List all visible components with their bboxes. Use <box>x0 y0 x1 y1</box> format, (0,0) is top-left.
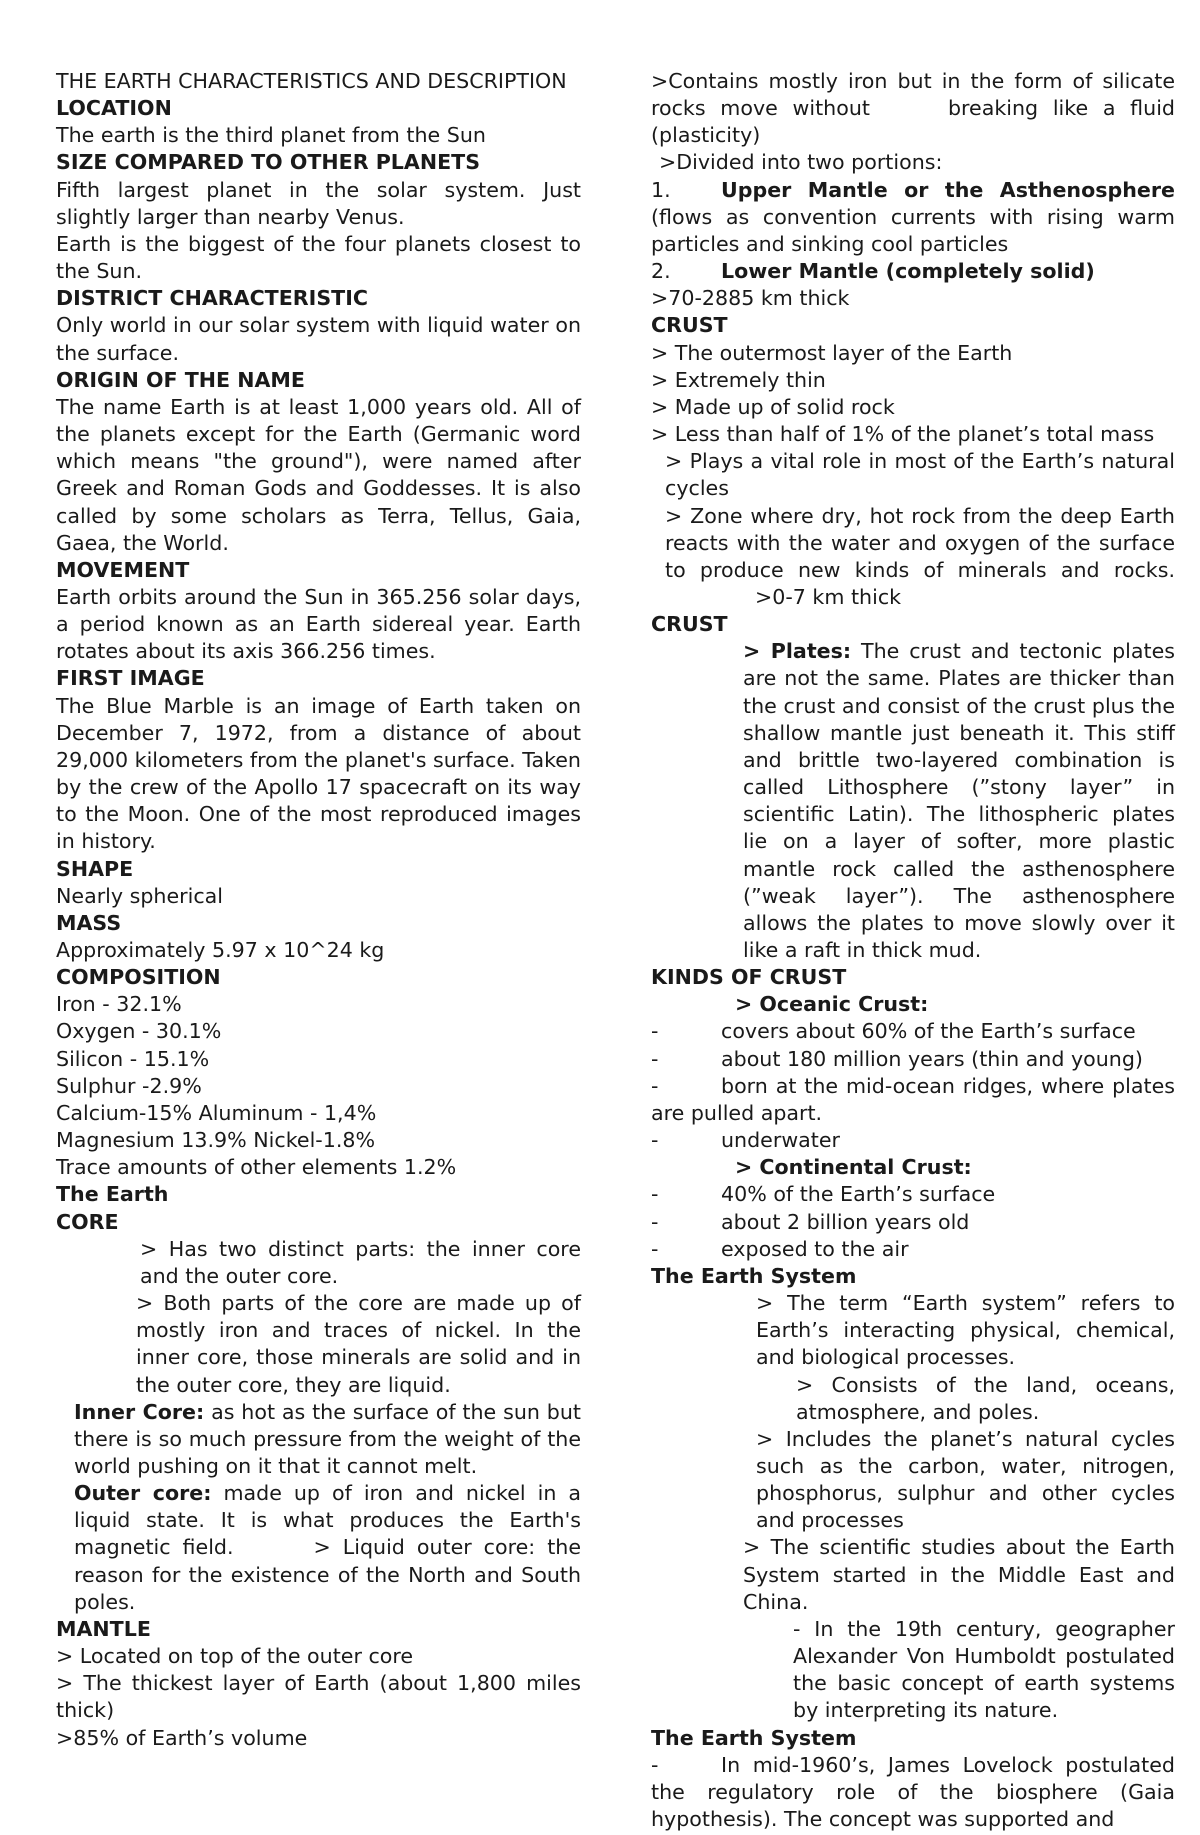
list-item-text: covers about 60% of the Earth’s surface <box>721 1019 1136 1044</box>
list-item <box>651 1046 1175 1073</box>
left-column <box>56 68 581 1752</box>
crust-item: > Less than half of 1% of the planet’s total mass <box>651 422 1155 447</box>
core-text-2: > Both parts of the core are made up of mostly iron and traces of nickel. In the inner core, those minerals are solid and in the outer core, they are liquid. <box>136 1291 581 1397</box>
list-item-text: born at the mid-ocean ridges, where plates are pulled apart. <box>651 1073 1175 1125</box>
composition-item: Magnesium 13.9% Nickel-1.8% <box>56 1128 376 1153</box>
location-heading: LOCATION <box>56 96 172 121</box>
mantle-item: >85% of Earth’s volume <box>56 1725 308 1750</box>
outer-core-paragraph <box>56 1480 581 1616</box>
composition-heading: COMPOSITION <box>56 965 221 990</box>
list-item-text: about 180 million years (thin and young) <box>721 1046 1143 1071</box>
list-item <box>651 1236 1175 1263</box>
movement-text: Earth orbits around the Sun in 365.256 solar days, a period known as an Earth sidereal year. Earth rotates about its axis 366.256 times. <box>56 584 581 664</box>
mantle-heading: MANTLE <box>56 1616 151 1641</box>
mass-heading: MASS <box>56 910 122 935</box>
inner-core-text: as hot as the surface of the sun but there is so much pressure from the weight of the world pushing on it that it cannot melt. <box>74 1399 581 1478</box>
upper-mantle-label: Upper Mantle or the Asthenosphere <box>721 177 1175 202</box>
composition-item: Silicon - 15.1% <box>56 1046 210 1071</box>
district-heading: DISTRICT CHARACTERISTIC <box>56 286 368 311</box>
mantle-item: > Located on top of the outer core <box>56 1644 414 1669</box>
list-number: 2. <box>651 259 671 284</box>
upper-mantle-item <box>651 177 1175 258</box>
upper-mantle-text: (flows as convention currents with rising warm particles and sinking cool particles <box>651 204 1175 256</box>
outer-core-text: made up of iron and nickel in a liquid state. It is what produces the Earth's magnetic field. <box>74 1481 581 1560</box>
outer-core-text-2: > Liquid outer core: the reason for the existence of the North and South poles. <box>74 1535 581 1614</box>
earth-system-heading: The Earth System <box>651 1263 857 1288</box>
size-heading: SIZE COMPARED TO OTHER PLANETS <box>56 150 481 175</box>
list-item-text: exposed to the air <box>721 1236 909 1261</box>
composition-item: Sulphur -2.9% <box>56 1073 202 1098</box>
mantle-text-1b: breaking like a fluid (plasticity) <box>651 96 1176 148</box>
crust-item: > Extremely thin <box>651 367 826 392</box>
crust-item: > Made up of solid rock <box>651 394 895 419</box>
earth-system-text-4: > The scientific studies about the Earth System started in the Middle East and China. <box>743 1535 1175 1614</box>
continental-crust-heading: > Continental Crust: <box>735 1155 972 1180</box>
dash-bullet: - <box>651 1046 659 1071</box>
crust-heading: CRUST <box>651 313 728 338</box>
origin-text: The name Earth is at least 1,000 years old. All of the planets except for the Earth (Germanic word which means "the ground"), were named after Greek and Roman Gods and Goddesses. It is also called by some scholars as Terra, Tellus, Gaia, Gaea, the World. <box>56 394 581 555</box>
mantle-item: > The thickest layer of Earth (about 1,800 miles thick) <box>56 1671 581 1723</box>
the-earth-heading: The Earth <box>56 1182 169 1207</box>
earth-system-text-5: - In the 19th century, geographer Alexander Von Humboldt postulated the basic concept of earth systems by interpreting its nature. <box>793 1616 1175 1723</box>
list-item-text: about 2 billion years old <box>721 1209 970 1234</box>
district-text: Only world in our solar system with liquid water on the surface. <box>56 313 581 365</box>
kinds-of-crust-heading: KINDS OF CRUST <box>651 965 847 990</box>
crust-thickness: >0-7 km thick <box>755 584 902 609</box>
crust-zone-text <box>651 503 1175 612</box>
crust-item: > The outermost layer of the Earth <box>651 340 1013 365</box>
dash-bullet: - <box>651 1182 659 1207</box>
first-image-text: The Blue Marble is an image of Earth taken on December 7, 1972, from a distance of about 29,000 kilometers from the planet's surface. Taken by the crew of the Apollo 17 spacecraft on its way to the Moon. One of the most reproduced images in history. <box>56 693 581 854</box>
right-column <box>651 68 1175 1833</box>
earth-system-heading-2: The Earth System <box>651 1725 857 1750</box>
crust-zone-main: > Zone where dry, hot rock from the deep Earth reacts with the water and oxygen of the surface to produce new kinds of minerals and rocks. <box>665 503 1175 582</box>
origin-heading: ORIGIN OF THE NAME <box>56 367 305 392</box>
earth-system-text-2: > Consists of the land, oceans, atmosphere, and poles. <box>796 1372 1175 1424</box>
lower-mantle-label: Lower Mantle (completely solid) <box>721 259 1095 284</box>
size-text-2: Earth is the biggest of the four planets closest to the Sun. <box>56 231 581 284</box>
dash-bullet: - <box>651 1236 659 1261</box>
outer-core-label: Outer core: <box>74 1481 212 1506</box>
earth-system-text-6 <box>651 1752 1175 1833</box>
plates-label: > Plates: <box>743 639 852 664</box>
oceanic-crust-heading: > Oceanic Crust: <box>735 992 929 1017</box>
location-text: The earth is the third planet from the Sun <box>56 123 486 148</box>
inner-core-label: Inner Core: <box>74 1399 205 1424</box>
composition-item: Trace amounts of other elements 1.2% <box>56 1155 457 1180</box>
core-text-1: > Has two distinct parts: the inner core and the outer core. <box>140 1236 581 1288</box>
movement-heading: MOVEMENT <box>56 557 190 582</box>
dash-bullet: - <box>651 1019 659 1044</box>
list-number: 1. <box>651 177 671 202</box>
list-item <box>651 1127 1175 1154</box>
list-item <box>651 1181 1175 1208</box>
dash-bullet: - <box>651 1209 659 1234</box>
list-item-text: underwater <box>721 1128 840 1153</box>
list-item <box>651 1209 1175 1236</box>
composition-item: Iron - 32.1% <box>56 992 182 1017</box>
shape-text: Nearly spherical <box>56 883 223 908</box>
lower-mantle-item <box>651 258 1175 285</box>
dash-bullet: - <box>651 1128 659 1153</box>
dash-bullet: - <box>651 1752 659 1777</box>
mantle-text-2: >Divided into two portions: <box>659 150 943 175</box>
shape-heading: SHAPE <box>56 856 134 881</box>
list-item <box>651 1018 1175 1045</box>
inner-core-paragraph <box>56 1399 581 1480</box>
mantle-text-1a: >Contains mostly iron but in the form of silicate rocks move without <box>651 69 1175 121</box>
mass-text: Approximately 5.97 x 10^24 kg <box>56 938 385 962</box>
document-title: THE EARTH CHARACTERISTICS AND DESCRIPTION <box>56 69 567 93</box>
plates-paragraph <box>651 638 1175 964</box>
composition-item: Calcium-15% Aluminum - 1,4% <box>56 1100 377 1125</box>
crust-item: > Plays a vital role in most of the Earth’s natural cycles <box>665 449 1175 501</box>
crust-heading-2: CRUST <box>651 612 728 637</box>
list-item-text: 40% of the Earth’s surface <box>721 1182 996 1207</box>
earth-system-text-3: > Includes the planet’s natural cycles such as the carbon, water, nitrogen, phosphorus, sulphur and other cycles and processes <box>756 1426 1175 1533</box>
plates-text: The crust and tectonic plates are not the same. Plates are thicker than the crust and consist of the crust plus the shallow mantle just beneath it. This stiff and brittle two-layered combination is called Lithosphere (”stony layer” in scientific Latin). The lithospheric plates lie on a layer of softer, more plastic mantle rock called the asthenosphere (”weak layer”). The asthenosphere allows the plates to move slowly over it like a raft in thick mud. <box>743 639 1175 962</box>
size-text-1: Fifth largest planet in the solar system. Just slightly larger than nearby Venus. <box>56 177 581 229</box>
composition-item: Oxygen - 30.1% <box>56 1019 222 1044</box>
mantle-thickness: >70-2885 km thick <box>651 286 850 311</box>
list-item <box>651 1073 1175 1127</box>
earth-system-text-1: > The term “Earth system” refers to Earth’s interacting physical, chemical, and biological processes. <box>756 1291 1175 1370</box>
mantle-text-1 <box>651 68 1175 149</box>
earth-system-text-6-body: In mid-1960’s, James Lovelock postulated the regulatory role of the biosphere (Gaia hypothesis). The concept was supported and <box>651 1752 1175 1831</box>
dash-bullet: - <box>651 1073 659 1098</box>
first-image-heading: FIRST IMAGE <box>56 666 205 691</box>
core-heading: CORE <box>56 1209 119 1234</box>
